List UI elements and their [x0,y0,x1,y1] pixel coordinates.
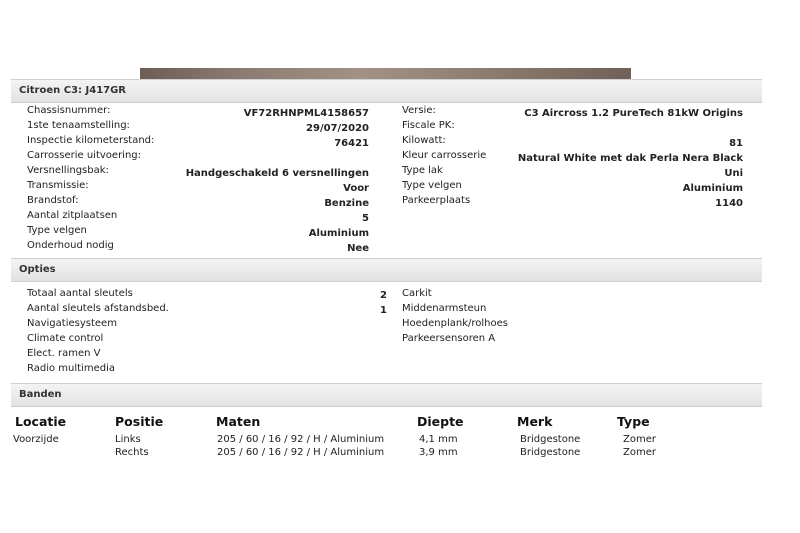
spec-value: Aluminium [682,183,743,194]
tire-column-header: Merk [517,414,553,429]
spec-value [500,121,743,136]
section-title-tires: Banden [19,389,62,400]
spec-label: Kilowatt: [402,135,446,146]
tire-cell: 205 / 60 / 16 / 92 / H / Aluminium [217,434,385,445]
option-label: Aantal sleutels afstandsbed. [27,303,169,314]
tire-cell: 4,1 mm [419,434,458,445]
spec-value: 29/07/2020 [306,123,369,134]
section-header-options [11,258,762,282]
spec-value: Handgeschakeld 6 versnellingen [185,168,369,179]
spec-value: Uni [724,168,743,179]
section-title-vehicle: Citroen C3: J417GR [19,85,127,96]
spec-label: Aantal zitplaatsen [27,210,118,221]
spec-label: Versie: [402,105,436,116]
spec-label: Parkeerplaats [402,195,471,206]
tire-cell: Zomer [623,447,656,458]
tire-column-header: Type [617,414,650,429]
tire-cell: 205 / 60 / 16 / 92 / H / Aluminium [217,447,385,458]
spec-value: Voor [343,183,369,194]
tire-cell: 3,9 mm [419,447,458,458]
section-header-vehicle [11,79,762,103]
tire-cell: Voorzijde [13,434,59,445]
spec-label: Brandstof: [27,195,79,206]
spec-label: Type velgen [402,180,462,191]
cutoff-mask [0,458,800,470]
spec-value: Aluminium [308,228,369,239]
spec-label: Chassisnummer: [27,105,111,116]
option-label: Middenarmsteun [402,303,487,314]
option-label: Elect. ramen V [27,348,101,359]
tire-column-header: Positie [115,414,164,429]
option-label: Navigatiesysteem [27,318,117,329]
option-value: 1 [380,305,387,316]
spec-label: Transmissie: [27,180,89,191]
tire-cell: Rechts [115,447,149,458]
option-value [300,363,387,378]
spec-value: 76421 [334,138,369,149]
tire-cell: Links [115,434,141,445]
option-label: Radio multimedia [27,363,115,374]
option-value: 2 [380,290,387,301]
section-header-tires [11,383,762,407]
option-label: Totaal aantal sleutels [27,288,133,299]
tire-column-header: Locatie [15,414,67,429]
spec-value [150,151,369,166]
option-value [300,348,387,363]
spec-value: 1140 [715,198,743,209]
spec-label: Fiscale PK: [402,120,455,131]
tire-cell: Bridgestone [520,447,581,458]
tire-cell: Bridgestone [520,434,581,445]
option-label: Carkit [402,288,432,299]
spec-value: Nee [347,243,369,254]
spec-label: Inspectie kilometerstand: [27,135,155,146]
spec-value: VF72RHNPML4158657 [243,108,369,119]
spec-value: Natural White met dak Perla Nera Black [517,153,743,164]
option-value [300,318,387,333]
tire-cell: Zomer [623,434,656,445]
spec-label: Type lak [402,165,443,176]
spec-value: 81 [729,138,743,149]
spec-label: Versnellingsbak: [27,165,109,176]
spec-label: Type velgen [27,225,87,236]
section-title-options: Opties [19,264,56,275]
spec-value: Benzine [324,198,369,209]
option-label: Climate control [27,333,104,344]
tire-column-header: Diepte [417,414,464,429]
spec-label: Carrosserie uitvoering: [27,150,142,161]
spec-label: Onderhoud nodig [27,240,114,251]
spec-value: C3 Aircross 1.2 PureTech 81kW Origins [524,108,743,119]
spec-label: Kleur carrosserie [402,150,487,161]
option-label: Parkeersensoren A [402,333,496,344]
spec-label: 1ste tenaamstelling: [27,120,130,131]
spec-value: 5 [362,213,369,224]
option-label: Hoedenplank/rolhoes [402,318,508,329]
option-value [300,333,387,348]
tire-column-header: Maten [216,414,261,429]
